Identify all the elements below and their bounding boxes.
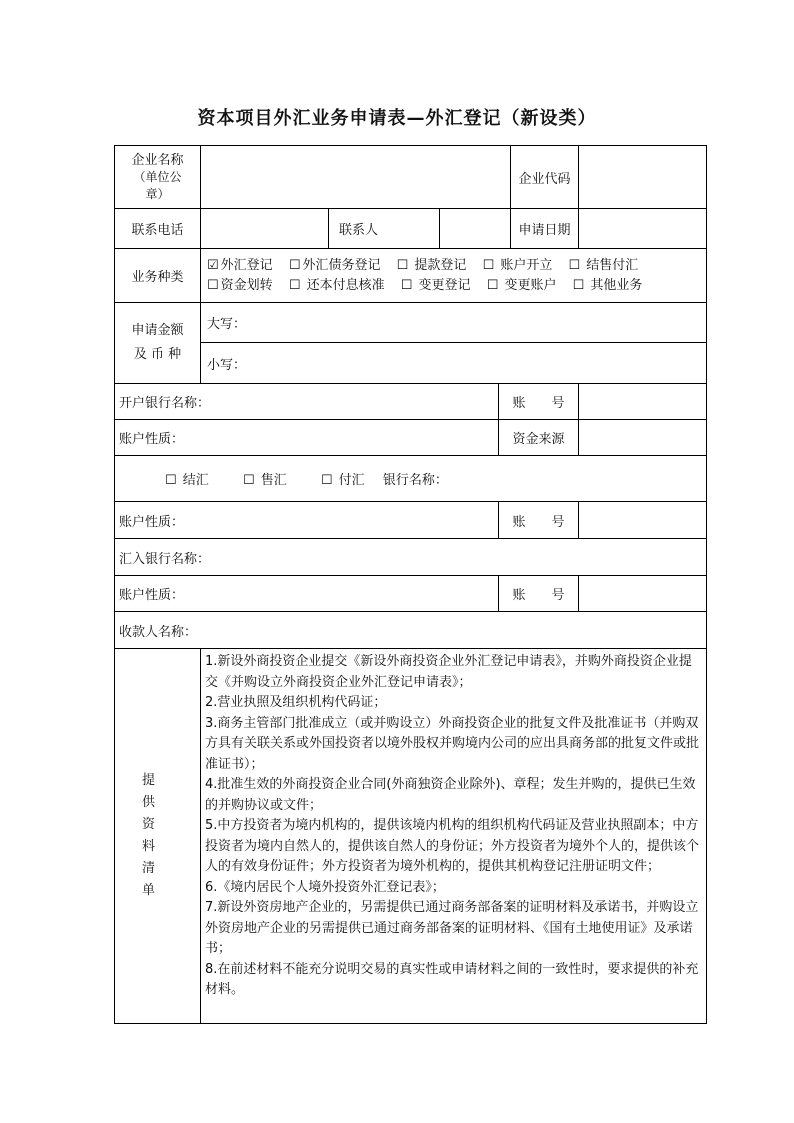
checkbox-icon[interactable]: ☐ (400, 277, 413, 293)
checkbox-icon[interactable]: ☐ (242, 473, 255, 488)
company-row (115, 146, 707, 209)
checkbox-icon[interactable]: ☐ (288, 277, 301, 293)
business-options-line-1 (207, 256, 702, 276)
account-nature-2-row (115, 502, 707, 539)
document-item: 2.营业执照及组织机构代码证； (205, 695, 387, 710)
biz-option-other[interactable]: ☐ 其他业务 (573, 276, 643, 296)
business-type-label: 业务种类 (115, 249, 201, 303)
option-sale[interactable]: ☐ 售汇 (242, 473, 287, 488)
biz-option-account-opening[interactable]: ☐ 账户开立 (483, 256, 553, 276)
biz-option-fund-transfer[interactable]: ☐ 资金划转 (207, 276, 273, 296)
checkbox-checked-icon[interactable]: ☑ (207, 257, 219, 273)
amount-label: 申请金额 及 币 种 (115, 303, 201, 384)
account-nature-2-label: 账户性质： (119, 514, 185, 530)
account-nature-3-label: 账户性质： (119, 588, 185, 603)
account-number-label: 账 号 (499, 384, 579, 420)
document-item: 7.新设外资房地产企业的，另需提供已通过商务部备案的证明材料及承诺书，并购设立外资房地产企业的另需提供已通过商务部备案的证明材料、《国有土地使用证》及承诺书； (205, 900, 699, 956)
opening-bank-field[interactable] (115, 384, 499, 420)
opening-bank-label: 开户银行名称： (119, 396, 211, 411)
option-payment[interactable]: ☐ 付汇 (320, 473, 365, 488)
phone-field[interactable] (201, 209, 329, 249)
amount-upper-field[interactable] (201, 303, 707, 343)
documents-row (115, 649, 707, 1024)
company-name-field[interactable] (201, 146, 511, 209)
business-type-row (115, 249, 707, 303)
document-item: 8.在前述材料不能充分说明交易的真实性或申请材料之间的一致性时，要求提供的补充材料。 (205, 961, 699, 997)
document-item: 4.批准生效的外商投资企业合同(外商独资企业除外)、章程；发生并购的，提供已生效的并购协议或文件； (205, 777, 696, 813)
account-number-field[interactable] (579, 384, 707, 420)
account-nature-2-field[interactable] (115, 502, 499, 539)
account-nature-3-row (115, 576, 707, 612)
remit-bank-label: 汇入银行名称： (119, 551, 211, 567)
checkbox-icon[interactable]: ☐ (572, 277, 585, 293)
checkbox-icon[interactable]: ☐ (288, 257, 301, 273)
amount-upper-row (115, 303, 707, 343)
checkbox-icon[interactable]: ☐ (482, 257, 495, 273)
checkbox-icon[interactable]: ☐ (165, 473, 177, 488)
biz-option-withdrawal-registration[interactable]: ☐ 提款登记 (397, 256, 467, 276)
application-form-table (114, 145, 707, 1024)
checkbox-icon[interactable]: ☐ (320, 473, 333, 488)
account-number-3-field[interactable] (579, 576, 707, 612)
account-number-2-field[interactable] (579, 502, 707, 539)
document-item: 1.新设外商投资企业提交《新设外商投资企业外汇登记申请表》，并购外商投资企业提交《并购设立外商投资企业外汇登记申请表》； (205, 654, 692, 690)
biz-option-settlement[interactable]: ☐ 结售付汇 (569, 256, 639, 276)
contact-person-field[interactable] (440, 209, 511, 249)
checkbox-icon[interactable]: ☐ (396, 257, 409, 273)
contact-row (115, 209, 707, 249)
account-number-3-label: 账 号 (499, 576, 579, 612)
biz-option-fx-registration[interactable]: ☑ 外汇登记 (207, 256, 273, 276)
documents-label: 提 供 资 料 清 单 (115, 649, 201, 1024)
remit-bank-row (115, 539, 707, 576)
account-nature-3-field[interactable] (115, 576, 499, 612)
biz-option-repayment-approval[interactable]: ☐ 还本付息核准 (289, 276, 385, 296)
opening-bank-row (115, 384, 707, 420)
checkbox-icon[interactable]: ☐ (207, 277, 219, 293)
company-name-label: 企业名称 （单位公 章） (115, 146, 201, 209)
document-item: 3.商务主管部门批准成立（或并购设立）外商投资企业的批复文件及批准证书（并购双方具有关联关系或外国投资者以境外股权并购境内公司的应出具商务部的批复文件或批准证书）； (205, 715, 700, 772)
business-type-options (201, 249, 707, 303)
amount-lower-field[interactable] (201, 343, 707, 384)
account-nature-label: 账户性质： (119, 432, 185, 447)
documents-list (201, 649, 707, 1024)
payee-label: 收款人名称： (119, 624, 198, 640)
page-title: 资本项目外汇业务申请表—外汇登记（新设类） (197, 108, 597, 129)
amount-upper-label: 大写： (207, 317, 247, 332)
biz-option-change-account[interactable]: ☐ 变更账户 (487, 276, 557, 296)
option-settlement[interactable]: ☐ 结汇 (165, 473, 209, 488)
biz-option-debt-registration[interactable]: ☐ 外汇债务登记 (289, 256, 381, 276)
settlement-row (115, 456, 707, 502)
document-item: 6.《境内居民个人境外投资外汇登记表》； (205, 879, 445, 895)
biz-option-change-registration[interactable]: ☐ 变更登记 (401, 276, 471, 296)
account-nature-row (115, 420, 707, 456)
company-code-field[interactable] (579, 146, 707, 209)
document-item: 5.中方投资者为境内机构的，提供该境内机构的组织机构代码证及营业执照副本；中方投资者为境内自然人的，提供该自然人的身份证；外方投资者为境外个人的，提供该个人的有效身份证件；外方投资者为境外机构的，提供其机构登记注册证明文件； (205, 818, 700, 874)
account-number-2-label: 账 号 (499, 502, 579, 539)
remit-bank-field[interactable] (115, 539, 707, 576)
account-nature-field[interactable] (115, 420, 499, 456)
amount-lower-row (115, 343, 707, 384)
payee-row (115, 612, 707, 649)
amount-lower-label: 小写： (207, 357, 247, 373)
company-code-label: 企业代码 (511, 146, 579, 209)
checkbox-icon[interactable]: ☐ (486, 277, 499, 293)
fund-source-label: 资金来源 (499, 420, 579, 456)
payee-field[interactable] (115, 612, 707, 649)
contact-person-label: 联系人 (329, 209, 440, 249)
fund-source-field[interactable] (579, 420, 707, 456)
business-options-line-2 (207, 276, 702, 296)
settlement-options (115, 456, 707, 502)
settlement-bank-label: 银行名称： (382, 473, 448, 488)
phone-label: 联系电话 (115, 209, 201, 249)
apply-date-label: 申请日期 (511, 209, 579, 249)
checkbox-icon[interactable]: ☐ (568, 257, 581, 273)
apply-date-field[interactable] (579, 209, 707, 249)
